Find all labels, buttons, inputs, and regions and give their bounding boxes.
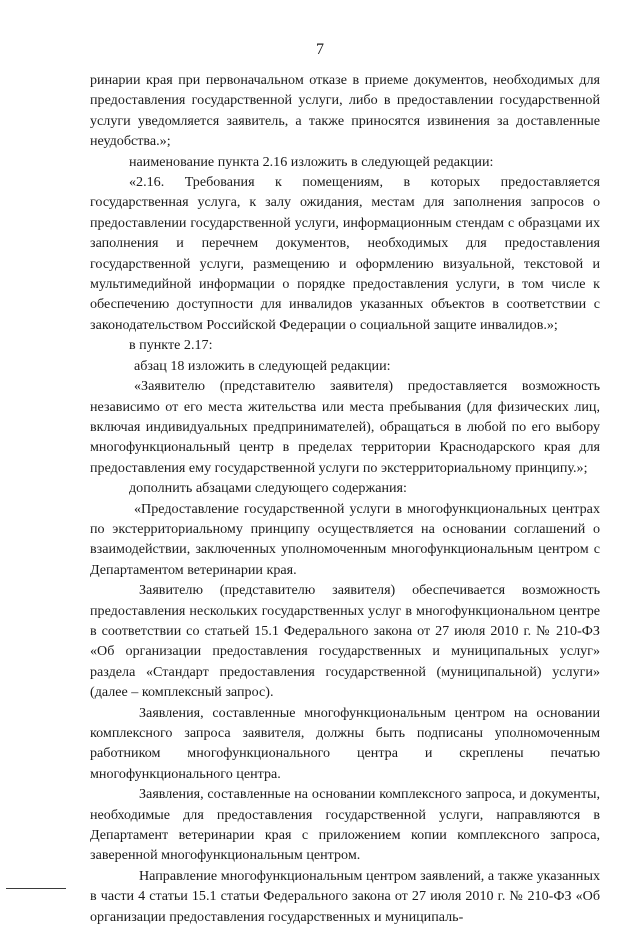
paragraph-statements-sent: Заявления, составленные на основании комплексного запроса, и документы, необходимые для предоставления государственной услуги, направляются в Департамент ветеринарии края с приложением копии комплексного запроса, заверенной многофункциональным центром. [90, 786, 600, 864]
paragraph-complex-request: Заявителю (представителю заявителя) обеспечивается возможность предоставления нескольких государственных услуг в многофункциональном центре в соответствии со статьей 15.1 Федерального закона от 27 июля 2010 г. № 210-ФЗ «Об организации предоставления государственных и муниципальных услуг» раздела «Стандарт предоставления государственной (муниципальной) услуги» (далее – комплексный запрос). [90, 582, 600, 701]
paragraph-statements-signed: Заявления, составленные многофункциональным центром на основании комплексного запроса заявителя, должны быть подписаны уполномоченным работником многофункционального центра и скреплены печатью многофункционального центра. [90, 704, 600, 782]
paragraph-amendment-2-16-heading: наименование пункта 2.16 изложить в следующей редакции: [129, 153, 494, 170]
paragraph-clause-2-16: «2.16. Требования к помещениям, в которых предоставляется государственная услуга, к залу ожидания, местам для заполнения запросов о предоставлении государственной услуги, информационным стендам с образцами их заполнения и перечнем документов, необходимых для предоставления государственной услуги, размещению и оформлению визуальной, текстовой и мультимедийной информации о порядке предоставления услуги, в том числе к обеспечению доступности для инвалидов указанных объектов в соответствии с законодательством Российской Федерации о социальной защите инвалидов.»; [90, 174, 600, 333]
page-number: 7 [316, 41, 324, 58]
document-body [90, 70, 600, 927]
paragraph-direction-of-statements: Направление многофункциональным центром заявлений, а также указанных в части 4 статьи 15.1 статьи Федерального закона от 27 июля 2010 г. № 210-ФЗ «Об организации предоставления государственных и муниципаль- [90, 867, 600, 925]
paragraph-extraterritorial-principle: «Заявителю (представителю заявителя) предоставляется возможность независимо от его места жительства или места пребывания (для физических лиц, включая индивидуальных предпринимателей), обращаться в любой по его выбору многофункциональный центр в пределах территории Краснодарского края для предоставления ему государственной услуги по экстерриториальному принципу.»; [90, 378, 600, 476]
paragraph-continuation: ринарии края при первоначальном отказе в приеме документов, необходимых для предоставления государственной услуги, либо в предоставлении государственной услуги уведомляется заявитель, а также приносятся извинения за доставленные неудобства.»; [90, 72, 600, 150]
paragraph-clause-2-17-intro: в пункте 2.17: [129, 337, 213, 354]
paragraph-mfc-agreements: «Предоставление государственной услуги в многофункциональных центрах по экстерриториальному принципу осуществляется на основании соглашений о взаимодействии, заключенных уполномоченным многофункциональным центром с Департаментом ветеринарии края. [90, 500, 600, 578]
paragraph-abzac-18-intro: абзац 18 изложить в следующей редакции: [134, 357, 391, 374]
footer-rule [6, 888, 66, 889]
paragraph-add-abzacs-intro: дополнить абзацами следующего содержания: [129, 480, 407, 497]
